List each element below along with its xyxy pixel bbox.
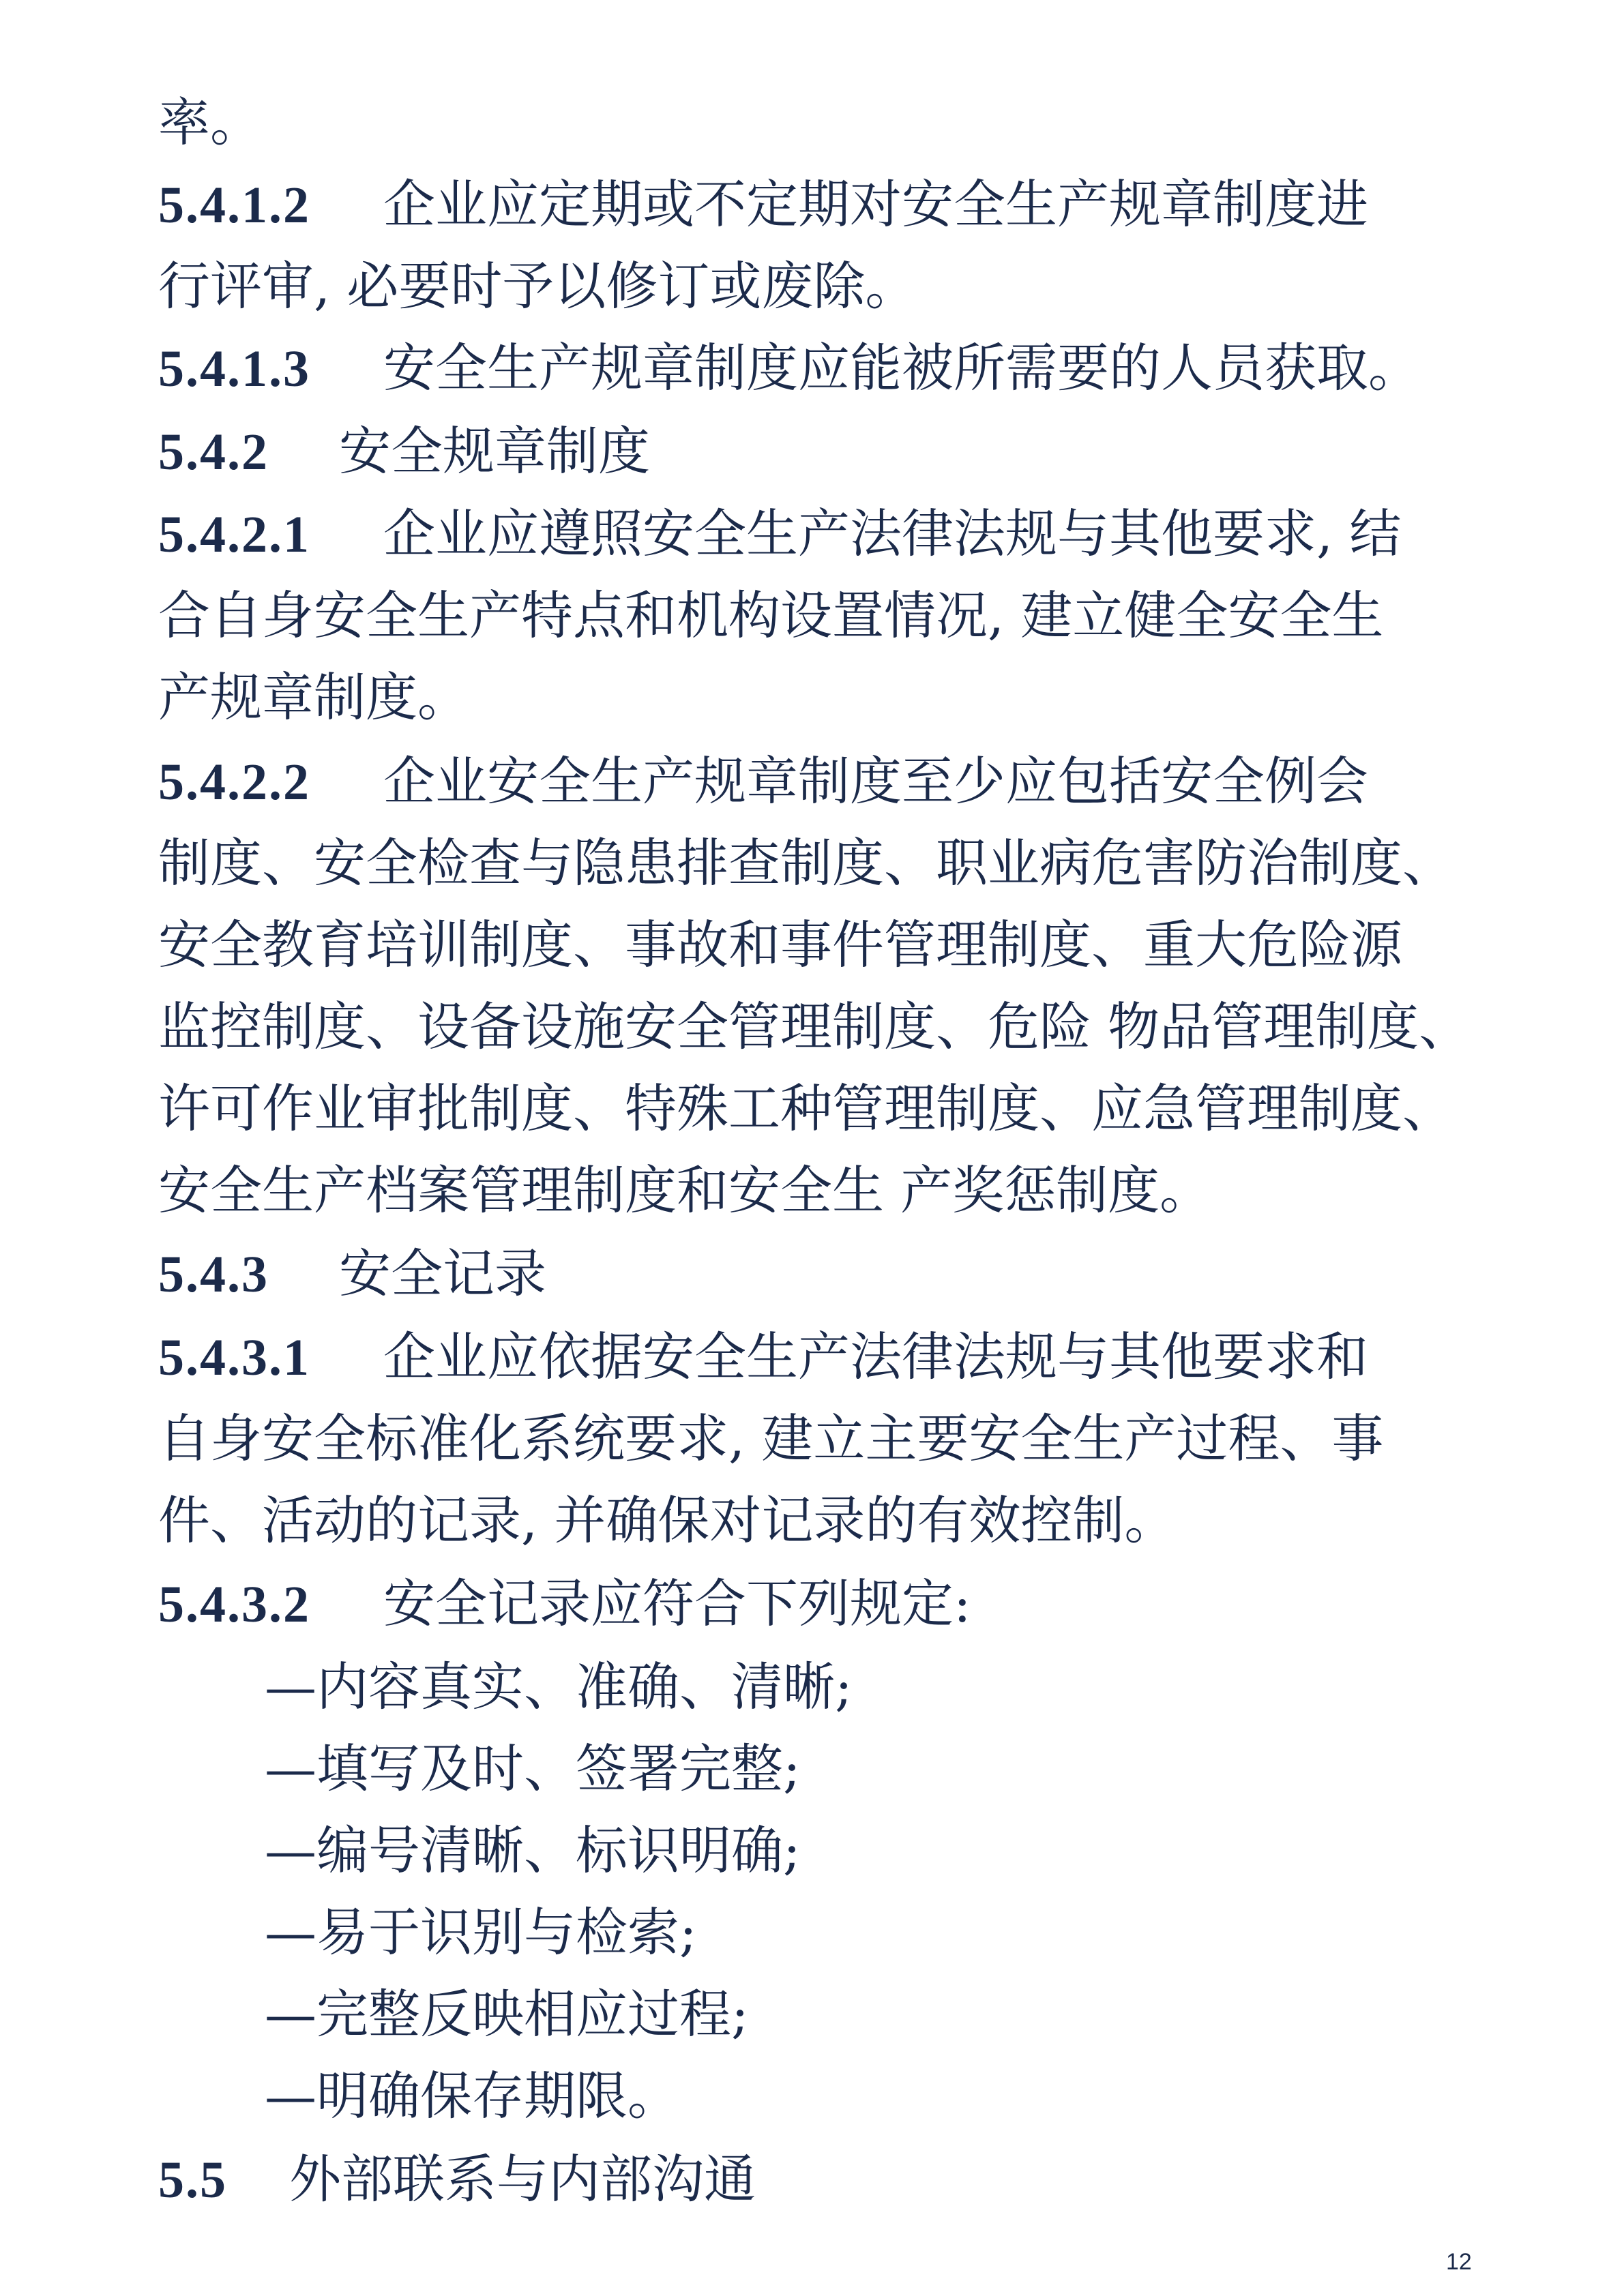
text-line: 许可作业审批制度、特殊工种管理制度、应急管理制度、 <box>158 1078 1454 1139</box>
clause-number: 5.4.1.2 <box>158 177 310 234</box>
text-line: 监控制度、设备设施安全管理制度、危险 物品管理制度、 <box>158 996 1471 1057</box>
text-line: 安全生产档案管理制度和安全生 产奖惩制度。 <box>158 1160 1212 1221</box>
text-line: 合自身安全生产特点和机构设置情况, 建立健全安全生 <box>158 585 1384 646</box>
section-heading-5-5: 5.5 外部联系与内部沟通 <box>158 2145 1488 2214</box>
section-number: 5.4.3 <box>158 1246 269 1303</box>
page-number: 12 <box>1446 2249 1472 2275</box>
section-heading-5-4-3: 5.4.3 安全记录 <box>158 1240 1488 1309</box>
text-line: 安全教育培训制度、事故和事件管理制度、重大危险源 <box>158 914 1402 975</box>
clause-5-4-2-1: 5.4.2.1 企业应遵照安全生产法律法规与其他要求, 结 <box>158 500 1488 569</box>
text-line: 产规章制度。 <box>158 667 469 728</box>
clause-5-4-3-2: 5.4.3.2 安全记录应符合下列规定: <box>158 1570 1488 1639</box>
clause-number: 5.4.2.1 <box>158 506 310 563</box>
text-line: 自身安全标准化系统要求, 建立主要安全生产过程、事 <box>158 1408 1384 1469</box>
section-heading-5-4-2: 5.4.2 安全规章制度 <box>158 417 1488 486</box>
text-line: 率。 <box>158 92 262 153</box>
list-item: —内容真实、准确、清晰; <box>265 1656 853 1717</box>
text-line: 行评审, 必要时予以修订或废除。 <box>158 256 917 316</box>
list-item: —易于识别与检索; <box>265 1902 697 1963</box>
text-line: 件、活动的记录, 并确保对记录的有效控制。 <box>158 1490 1177 1551</box>
clause-5-4-1-2: 5.4.1.2 企业应定期或不定期对安全生产规章制度进 <box>158 170 1488 239</box>
section-number: 5.5 <box>158 2151 227 2209</box>
clause-number: 5.4.3.1 <box>158 1329 310 1386</box>
list-item: —填写及时、签署完整; <box>265 1738 801 1799</box>
clause-5-4-3-1: 5.4.3.1 企业应依据安全生产法律法规与其他要求和 <box>158 1323 1488 1392</box>
list-item: —编号清晰、标识明确; <box>265 1820 801 1881</box>
list-item: —明确保存期限。 <box>265 2066 679 2126</box>
list-item: —完整反映相应过程; <box>265 1984 749 2044</box>
clause-5-4-1-3: 5.4.1.3 安全生产规章制度应能被所需要的人员获取。 <box>158 334 1488 403</box>
clause-number: 5.4.3.2 <box>158 1576 310 1633</box>
clause-number: 5.4.2.2 <box>158 754 310 811</box>
section-number: 5.4.2 <box>158 423 269 481</box>
text-line: 制度、安全检查与隐患排查制度、职业病危害防治制度、 <box>158 833 1454 893</box>
clause-number: 5.4.1.3 <box>158 340 310 398</box>
clause-5-4-2-2: 5.4.2.2 企业安全生产规章制度至少应包括安全例会 <box>158 747 1488 816</box>
